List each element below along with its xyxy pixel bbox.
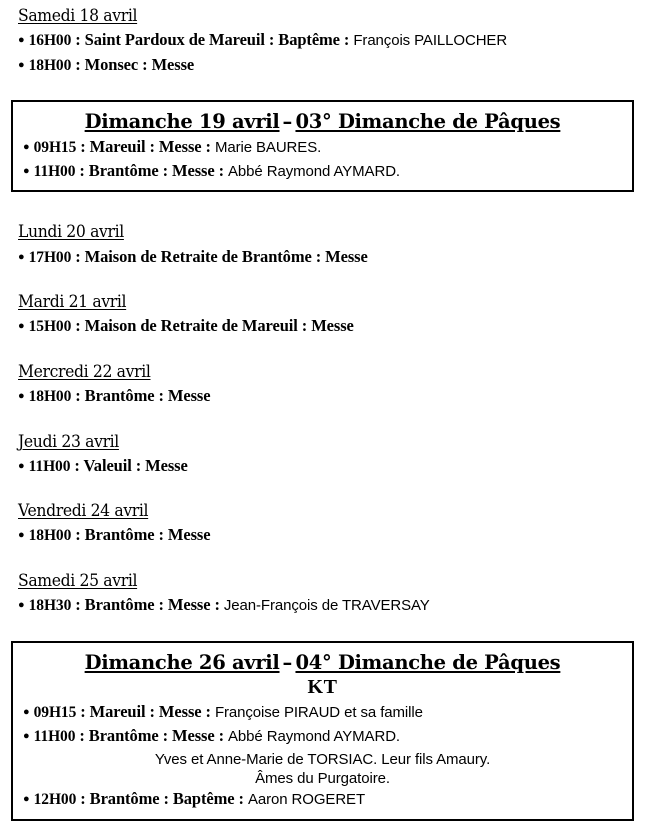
entry-time: 11H00 [28,457,71,475]
day-group-samedi-25-avril [0,571,646,617]
bullet-icon: ● [18,529,25,542]
entry-detail: Abbé Raymond AYMARD. [228,162,400,180]
sunday-heading-date: Dimanche 19 avril [84,110,280,134]
bullet-icon: ● [18,459,25,472]
entry-main: : Maison de Retraite de Brantôme : Messe [71,246,368,266]
bullet-icon: ● [23,140,30,153]
entry-time: 09H15 [33,703,77,721]
day-heading: Samedi 18 avril [18,6,138,26]
schedule-entry [18,246,646,268]
mass-intention: Yves et Anne-Marie de TORSIAC. Leur fils Amaury. [154,750,491,768]
entry-detail: Marie BAURES. [214,138,322,156]
entry-time: 17H00 [28,248,72,266]
section-spacer [0,479,646,501]
section-spacer [0,192,646,222]
entry-time: 16H00 [28,32,72,50]
sunday-heading-dash: – [282,650,293,674]
entry-main: : Mareuil : Messe : [76,136,215,156]
entry-main: : Saint Pardoux de Mareuil : Baptême : [71,30,354,50]
schedule-entry [23,136,632,158]
sunday-subtitle-kt: KT [307,675,338,698]
day-heading: Jeudi 23 avril [18,431,119,452]
sunday-heading-title: 03° Dimanche de Pâques [295,110,561,134]
sunday-heading-dash: – [282,110,293,134]
schedule-entry [18,455,646,477]
entry-main: : Mareuil : Messe : [76,701,215,721]
schedule-entry [18,594,646,616]
sunday-heading [13,109,632,134]
bullet-icon: ● [18,250,25,263]
bullet-icon: ● [23,164,30,177]
entry-detail: Jean-François de TRAVERSAY [223,597,430,615]
section-spacer [0,78,646,100]
schedule-entry [18,315,646,337]
day-heading: Vendredi 24 avril [18,501,149,522]
day-group-vendredi-24-avril [0,501,646,547]
entry-time: 18H00 [28,388,72,406]
schedule-entry [23,160,632,182]
entry-main: : Brantôme : Messe : [75,726,229,746]
sunday-box-19-avril [11,100,634,192]
entry-time: 15H00 [28,318,72,336]
entry-time: 11H00 [33,162,76,180]
entry-detail: Abbé Raymond AYMARD. [228,728,400,746]
bullet-icon: ● [18,599,25,612]
bullet-icon: ● [23,705,30,718]
bullet-icon: ● [18,58,25,71]
entry-main: : Maison de Retraite de Mareuil : Messe [71,316,354,336]
entry-main: : Brantôme : Messe : [75,160,229,180]
bullet-icon: ● [23,730,30,743]
section-spacer [0,270,646,292]
entry-detail: François PAILLOCHER [353,32,508,50]
day-group-jeudi-23-avril [0,432,646,478]
section-spacer [0,549,646,571]
entry-main: : Valeuil : Messe [70,455,188,475]
schedule-entry [18,29,646,51]
sunday-heading [13,650,632,675]
entry-main: : Brantôme : Messe [71,386,211,406]
section-spacer [0,410,646,432]
mass-intention: Âmes du Purgatoire. [255,770,390,788]
schedule-entry [23,701,632,723]
entry-time: 18H00 [28,527,72,545]
day-heading: Mercredi 22 avril [18,361,151,382]
day-heading: Mardi 21 avril [18,292,127,313]
entry-detail: Françoise PIRAUD et sa famille [214,703,423,721]
section-spacer [0,619,646,641]
schedule-entry [23,725,632,747]
day-group-lundi-20-avril [0,222,646,268]
schedule-entry [18,524,646,546]
sunday-heading-date: Dimanche 26 avril [84,650,280,674]
entry-time: 11H00 [33,728,76,746]
bullet-icon: ● [18,34,25,47]
day-heading: Samedi 25 avril [18,570,138,591]
schedule-entry [18,54,646,76]
sunday-heading-title: 04° Dimanche de Pâques [295,650,561,674]
entry-time: 12H00 [33,791,77,809]
day-group-samedi-18-avril [0,6,646,76]
entry-main: : Brantôme : Messe : [71,595,224,615]
day-group-mercredi-22-avril [0,362,646,408]
entry-main: : Monsec : Messe [71,54,195,74]
schedule-entry [23,788,632,810]
day-heading: Lundi 20 avril [18,222,124,243]
entry-time: 09H15 [33,138,77,156]
sunday-box-26-avril [11,641,634,821]
entry-main: : Brantôme : Baptême : [76,789,248,809]
entry-time: 18H00 [28,56,72,74]
bullet-icon: ● [23,793,30,806]
entry-main: : Brantôme : Messe [71,525,211,545]
bullet-icon: ● [18,390,25,403]
bullet-icon: ● [18,320,25,333]
day-group-mardi-21-avril [0,292,646,338]
section-spacer [0,340,646,362]
entry-detail: Aaron ROGERET [247,791,366,809]
schedule-entry [18,385,646,407]
entry-time: 18H30 [28,597,72,615]
